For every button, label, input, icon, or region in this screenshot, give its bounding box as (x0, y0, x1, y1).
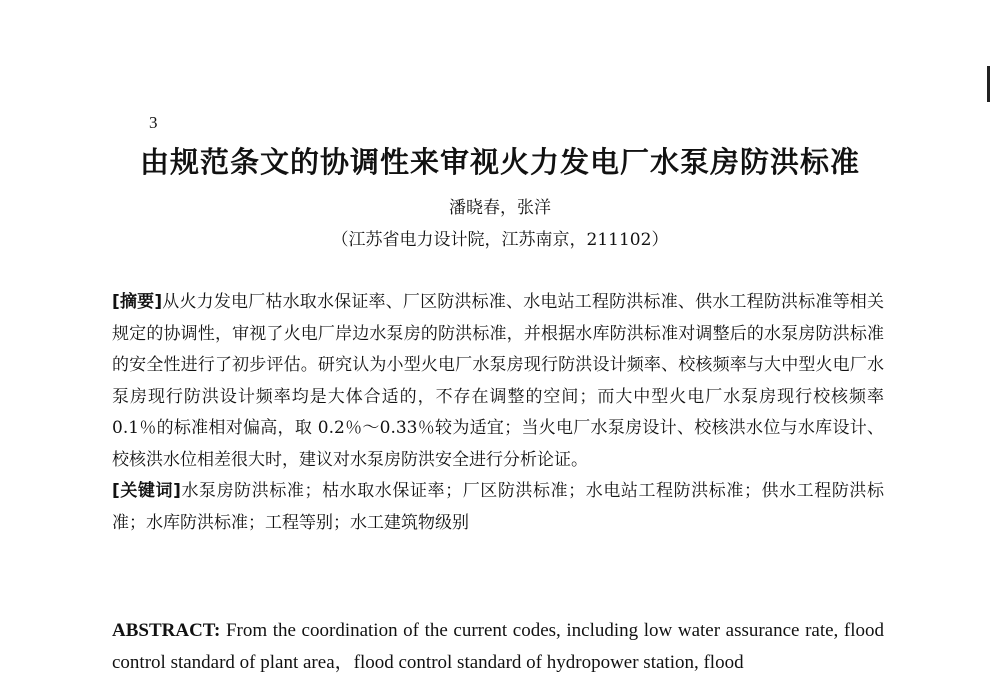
abstract-en-text: From the coordination of the current codes, including low water assurance rate, flood control standard of plant area，flood control standard of hydropower station, flood (112, 620, 884, 673)
scan-artifact (987, 66, 990, 102)
abstract-en-label: ABSTRACT: (112, 620, 221, 641)
chinese-abstract-section (112, 287, 884, 539)
authors: 潘晓春，张洋 (449, 198, 551, 218)
abstract-zh-label: [摘要] (112, 292, 163, 312)
abstract-en (112, 615, 884, 679)
keywords-zh (112, 476, 884, 539)
english-abstract-section (112, 615, 884, 679)
keywords-zh-label: [关键词] (112, 481, 181, 501)
paper-title: 由规范条文的协调性来审视火力发电厂水泵房防洪标准 (139, 145, 860, 179)
affiliation: （江苏省电力设计院，江苏南京，211102） (331, 230, 669, 250)
abstract-zh-text: 从火力发电厂枯水取水保证率、厂区防洪标准、水电站工程防洪标准、供水工程防洪标准等相关规定的协调性，审视了火电厂岸边水泵房的防洪标准，并根据水库防洪标准对调整后的水泵房防洪标准的安全性进行了初步评估。研究认为小型火电厂水泵房现行防洪设计频率、校核频率与大中型火电厂水泵房现行防洪设计频率均是大体合适的，不存在调整的空间；而大中型火电厂水泵房现行校核频率 0.1％的标准相对偏高，取 0.2％～0.33％较为适宜；当火电厂水泵房设计、校核洪水位与水库设计、校核洪水位相差很大时，建议对水泵房防洪安全进行分析论证。 (112, 292, 884, 470)
keywords-zh-text: 水泵房防洪标准；枯水取水保证率；厂区防洪标准；水电站工程防洪标准；供水工程防洪标准；水库防洪标准；工程等别；水工建筑物级别 (112, 481, 884, 533)
abstract-zh (112, 287, 884, 476)
page-number: 3 (149, 113, 158, 132)
